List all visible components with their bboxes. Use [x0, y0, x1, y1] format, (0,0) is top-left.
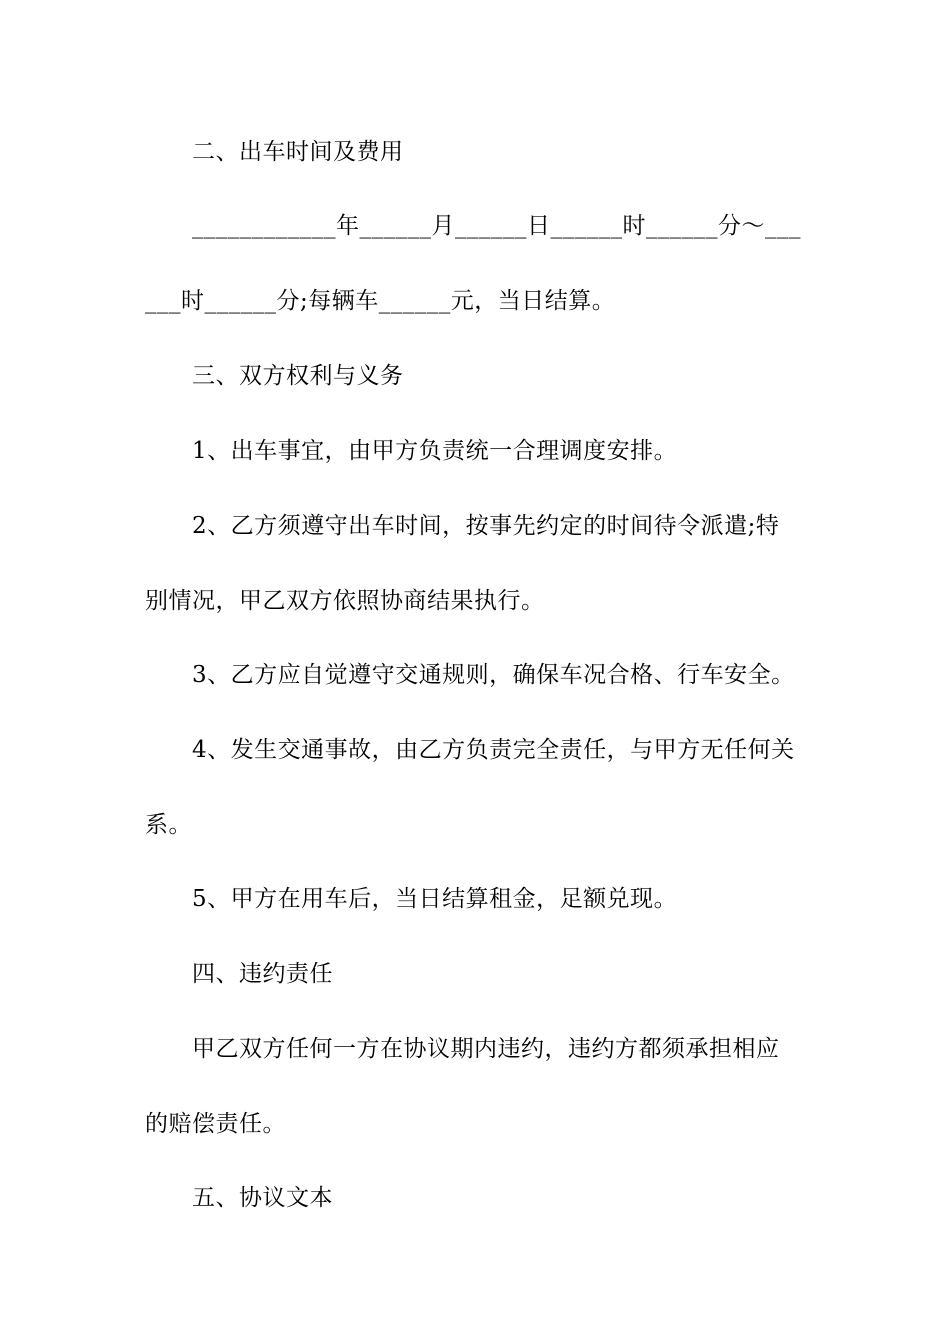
paragraph-line: ___时______分;每辆车______元，当日结算。 [145, 288, 616, 314]
section-heading-departure-time-and-fees: 二、出车时间及费用 [192, 139, 404, 165]
section-heading-rights-and-obligations: 三、双方权利与义务 [192, 363, 404, 389]
paragraph-line: 5、甲方在用车后，当日结算租金，足额兑现。 [192, 886, 678, 912]
paragraph-line: 的赔偿责任。 [145, 1111, 286, 1137]
paragraph-line: 系。 [145, 812, 192, 838]
paragraph-line: 甲乙双方任何一方在协议期内违约，违约方都须承担相应 [192, 1036, 780, 1062]
paragraph-line: 别情况，甲乙双方依照协商结果执行。 [145, 588, 545, 614]
paragraph-line: 1、出车事宜，由甲方负责统一合理调度安排。 [192, 438, 678, 464]
section-heading-agreement-text: 五、协议文本 [192, 1185, 333, 1211]
section-heading-breach-liability: 四、违约责任 [192, 961, 333, 987]
paragraph-line: 4、发生交通事故，由乙方负责完全责任，与甲方无任何关 [192, 737, 795, 763]
paragraph-line: ____________年______月______日______时______分～___ [192, 213, 801, 239]
paragraph-line: 2、乙方须遵守出车时间，按事先约定的时间待令派遣;特 [192, 513, 780, 539]
paragraph-line: 3、乙方应自觉遵守交通规则，确保车况合格、行车安全。 [192, 662, 795, 688]
